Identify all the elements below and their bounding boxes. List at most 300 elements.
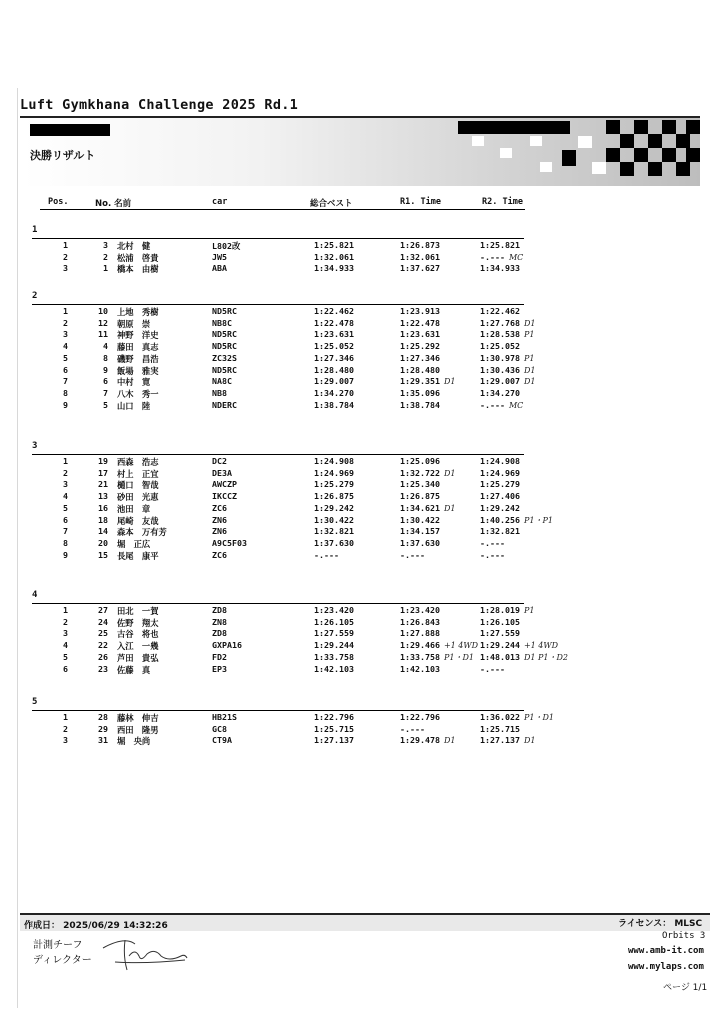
driver-name-cell bbox=[117, 365, 159, 377]
r1-time-cell bbox=[400, 538, 440, 548]
car-model-cell bbox=[212, 617, 227, 627]
position-cell-text: 5 bbox=[63, 352, 68, 363]
r2-time-cell bbox=[480, 318, 535, 328]
event-title: Luft Gymkhana Challenge 2025 Rd.1 bbox=[20, 97, 299, 113]
best-time-cell-text: 1:25.821 bbox=[314, 240, 354, 250]
position-cell bbox=[52, 341, 68, 351]
driver-name-cell-text: 神野 洋史 bbox=[117, 330, 159, 341]
position-cell bbox=[52, 306, 68, 316]
car-number-cell-text: 15 bbox=[98, 549, 108, 560]
driver-name-cell-text: 芦田 貴弘 bbox=[117, 652, 159, 663]
car-model-cell bbox=[212, 735, 232, 745]
r2-time-cell bbox=[480, 724, 520, 734]
r1-time-cell-text: 1:34.621 bbox=[400, 502, 440, 513]
driver-name-cell bbox=[117, 388, 159, 400]
car-model-cell-text: ND5RC bbox=[212, 364, 237, 375]
result-row bbox=[0, 640, 724, 652]
penalty-note: D1 bbox=[523, 377, 536, 387]
driver-name-cell-text: 松浦 啓貴 bbox=[117, 252, 159, 263]
result-row bbox=[0, 306, 724, 318]
r1-time-cell bbox=[400, 735, 455, 745]
car-model-cell-text: ND5RC bbox=[212, 329, 237, 340]
car-number-cell bbox=[88, 628, 108, 638]
driver-name-cell bbox=[117, 538, 150, 550]
best-time-cell bbox=[314, 617, 354, 627]
result-row bbox=[0, 318, 724, 330]
car-model-cell bbox=[212, 664, 227, 674]
position-cell-text: 6 bbox=[63, 514, 68, 525]
r1-time-cell bbox=[400, 318, 440, 328]
r2-time-cell bbox=[480, 538, 505, 548]
r2-time-cell-text: 1:32.821 bbox=[480, 526, 520, 537]
car-number-cell bbox=[88, 617, 108, 627]
best-time-cell-text: 1:34.270 bbox=[314, 387, 354, 398]
position-cell bbox=[52, 515, 68, 525]
position-cell bbox=[52, 456, 68, 466]
r1-time-cell-text: 1:32.722 bbox=[400, 467, 440, 478]
class-rule bbox=[32, 603, 524, 604]
best-time-cell bbox=[314, 240, 354, 250]
position-cell-text: 9 bbox=[63, 549, 68, 560]
driver-name-cell-text: 堀 正広 bbox=[117, 538, 151, 549]
car-model-cell-text: ND5RC bbox=[212, 341, 237, 352]
position-cell bbox=[52, 640, 68, 650]
driver-name-cell bbox=[117, 479, 159, 491]
car-model-cell-text: ZN6 bbox=[212, 514, 227, 525]
best-time-cell-text: 1:24.908 bbox=[314, 456, 354, 466]
car-model-cell bbox=[212, 365, 237, 375]
best-time-cell bbox=[314, 526, 354, 536]
license-label: ライセンス： MLSC bbox=[618, 919, 703, 929]
best-time-cell-text: 1:32.821 bbox=[314, 526, 354, 537]
r2-time-cell-text: 1:34.270 bbox=[480, 387, 520, 398]
position-cell-text: 5 bbox=[63, 502, 68, 513]
r2-time-cell-text: 1:24.969 bbox=[480, 467, 520, 478]
r2-time-cell-text: -.--- bbox=[480, 399, 505, 410]
r1-time-cell bbox=[400, 376, 455, 386]
position-cell bbox=[52, 628, 68, 638]
car-number-cell-text: 22 bbox=[98, 640, 108, 651]
car-number-cell-text: 19 bbox=[98, 456, 108, 466]
best-time-cell-text: 1:30.422 bbox=[314, 514, 354, 525]
car-number-cell-text: 1 bbox=[103, 263, 108, 274]
car-model-cell-text: DE3A bbox=[212, 467, 232, 478]
r1-time-cell bbox=[400, 640, 478, 650]
position-cell bbox=[52, 664, 68, 674]
best-time-cell-text: 1:22.462 bbox=[314, 306, 354, 316]
r2-time-cell bbox=[480, 605, 534, 615]
best-time-cell-text: 1:34.933 bbox=[314, 263, 354, 274]
car-number-cell bbox=[88, 329, 108, 339]
result-row bbox=[0, 664, 724, 676]
car-number-cell bbox=[88, 376, 108, 386]
r2-time-cell bbox=[480, 341, 520, 351]
best-time-cell-text: 1:32.061 bbox=[314, 251, 354, 262]
r2-time-cell-text: 1:34.933 bbox=[480, 263, 520, 274]
best-time-cell bbox=[314, 400, 354, 410]
position-cell-text: 3 bbox=[63, 263, 68, 274]
r1-time-cell bbox=[400, 724, 425, 734]
header-rule bbox=[40, 209, 525, 210]
driver-name-cell bbox=[117, 400, 150, 412]
vendor-url-2: www.mylaps.com bbox=[628, 962, 704, 972]
position-cell-text: 3 bbox=[63, 628, 68, 639]
car-number-cell-text: 6 bbox=[103, 376, 108, 387]
r1-time-cell bbox=[400, 515, 440, 525]
driver-name-cell-text: 村上 正宜 bbox=[117, 468, 159, 479]
r2-time-cell bbox=[480, 365, 535, 375]
position-cell bbox=[52, 400, 68, 410]
best-time-cell bbox=[314, 318, 354, 328]
car-number-cell bbox=[88, 503, 108, 513]
car-model-cell bbox=[212, 329, 237, 339]
class-label: 1 bbox=[32, 225, 38, 235]
r2-time-cell bbox=[480, 617, 520, 627]
best-time-cell-text: 1:26.875 bbox=[314, 491, 354, 502]
result-row bbox=[0, 628, 724, 640]
position-cell bbox=[52, 365, 68, 375]
driver-name-cell-text: 朝原 崇 bbox=[117, 318, 151, 329]
driver-name-cell bbox=[117, 376, 150, 388]
position-cell bbox=[52, 503, 68, 513]
r1-time-cell-text: 1:28.480 bbox=[400, 364, 440, 375]
created-date: 作成日： 2025/06/29 14:32:26 bbox=[24, 921, 168, 931]
header-r2: R2. Time bbox=[482, 197, 523, 207]
r1-time-cell bbox=[400, 468, 455, 478]
car-model-cell bbox=[212, 605, 227, 615]
car-number-cell-text: 31 bbox=[98, 735, 108, 746]
r2-time-cell-text: 1:29.007 bbox=[480, 376, 520, 387]
r2-time-cell-text: 1:24.908 bbox=[480, 456, 520, 466]
position-cell bbox=[52, 318, 68, 328]
best-time-cell bbox=[314, 538, 354, 548]
r1-time-cell-text: 1:26.875 bbox=[400, 491, 440, 502]
car-model-cell bbox=[212, 341, 237, 351]
r1-time-cell bbox=[400, 456, 440, 466]
best-time-cell bbox=[314, 664, 354, 674]
driver-name-cell bbox=[117, 341, 159, 353]
position-cell-text: 2 bbox=[63, 317, 68, 328]
result-row bbox=[0, 329, 724, 341]
driver-name-cell bbox=[117, 329, 159, 341]
car-number-cell bbox=[88, 605, 108, 615]
best-time-cell-text: 1:25.715 bbox=[314, 723, 354, 734]
position-cell-text: 3 bbox=[63, 479, 68, 490]
best-time-cell bbox=[314, 479, 354, 489]
car-model-cell bbox=[212, 652, 227, 662]
penalty-note: P1・P1 bbox=[523, 515, 553, 525]
r2-time-cell bbox=[480, 735, 535, 745]
car-model-cell bbox=[212, 263, 227, 273]
position-cell bbox=[52, 479, 68, 489]
position-cell-text: 2 bbox=[63, 467, 68, 478]
chief-label: 計測チーフ bbox=[33, 940, 83, 951]
best-time-cell-text: 1:27.346 bbox=[314, 352, 354, 363]
position-cell-text: 6 bbox=[63, 364, 68, 375]
r2-time-cell bbox=[480, 240, 520, 250]
best-time-cell bbox=[314, 503, 354, 513]
penalty-note: D1 bbox=[523, 365, 536, 375]
best-time-cell bbox=[314, 605, 354, 615]
r2-time-cell bbox=[480, 353, 534, 363]
driver-name-cell-text: 森本 万有芳 bbox=[117, 527, 167, 538]
best-time-cell bbox=[314, 341, 354, 351]
vendor-url-1: www.amb-it.com bbox=[628, 946, 704, 956]
result-row bbox=[0, 526, 724, 538]
car-number-cell-text: 24 bbox=[98, 616, 108, 627]
best-time-cell bbox=[314, 329, 354, 339]
position-cell bbox=[52, 724, 68, 734]
best-time-cell bbox=[314, 550, 339, 560]
r2-time-cell bbox=[480, 491, 520, 501]
redaction-bar-left bbox=[30, 124, 110, 136]
driver-name-cell bbox=[117, 652, 159, 664]
best-time-cell-text: 1:37.630 bbox=[314, 537, 354, 548]
car-model-cell-text: ND5RC bbox=[212, 306, 237, 316]
car-model-cell bbox=[212, 240, 240, 252]
r1-time-cell bbox=[400, 353, 440, 363]
car-model-cell-text: NB8 bbox=[212, 387, 227, 398]
position-cell-text: 4 bbox=[63, 640, 68, 651]
r2-time-cell bbox=[480, 400, 523, 410]
r1-time-cell bbox=[400, 605, 440, 615]
car-number-cell-text: 25 bbox=[98, 628, 108, 639]
driver-name-cell-text: 佐野 翔太 bbox=[117, 617, 159, 628]
car-model-cell-text: FD2 bbox=[212, 651, 227, 662]
r1-time-cell bbox=[400, 664, 440, 674]
penalty-note: P1・D1 bbox=[443, 652, 474, 662]
car-model-cell-text: DC2 bbox=[212, 456, 227, 466]
result-row bbox=[0, 252, 724, 264]
best-time-cell bbox=[314, 735, 354, 745]
header-car: car bbox=[212, 197, 228, 207]
driver-name-cell bbox=[117, 468, 159, 480]
car-number-cell bbox=[88, 664, 108, 674]
r2-time-cell-text: 1:40.256 bbox=[480, 514, 520, 525]
best-time-cell-text: 1:25.279 bbox=[314, 479, 354, 490]
r2-time-cell-text: 1:29.242 bbox=[480, 502, 520, 513]
r1-time-cell bbox=[400, 652, 474, 663]
best-time-cell bbox=[314, 515, 354, 525]
car-number-cell-text: 2 bbox=[103, 251, 108, 262]
car-model-cell bbox=[212, 376, 232, 386]
position-cell bbox=[52, 388, 68, 398]
car-model-cell bbox=[212, 353, 237, 363]
r2-time-cell bbox=[480, 479, 520, 489]
position-cell bbox=[52, 376, 68, 386]
driver-name-cell bbox=[117, 515, 159, 527]
driver-name-cell-text: 田北 一賀 bbox=[117, 606, 159, 616]
car-number-cell-text: 17 bbox=[98, 467, 108, 478]
position-cell-text: 4 bbox=[63, 341, 68, 352]
r1-time-cell-text: 1:30.422 bbox=[400, 514, 440, 525]
r2-time-cell-text: -.--- bbox=[480, 251, 505, 262]
penalty-note: +1 4WD bbox=[443, 641, 479, 651]
r2-time-cell-text: 1:48.013 bbox=[480, 651, 520, 662]
driver-name-cell-text: 藤田 真志 bbox=[117, 342, 159, 353]
best-time-cell-text: 1:23.420 bbox=[314, 605, 354, 615]
driver-name-cell-text: 樋口 智哉 bbox=[117, 480, 159, 491]
car-number-cell-text: 26 bbox=[98, 651, 108, 662]
class-label: 5 bbox=[32, 697, 38, 707]
car-model-cell bbox=[212, 712, 237, 722]
result-row bbox=[0, 388, 724, 400]
best-time-cell-text: 1:42.103 bbox=[314, 663, 354, 674]
r1-time-cell-text: -.--- bbox=[400, 723, 425, 734]
position-cell bbox=[52, 252, 68, 262]
driver-name-cell-text: 古谷 将也 bbox=[117, 629, 159, 640]
driver-name-cell-text: 池田 章 bbox=[117, 503, 151, 514]
r2-time-cell-text: 1:29.244 bbox=[480, 640, 520, 651]
penalty-note: D1 bbox=[443, 468, 456, 478]
class-label: 3 bbox=[32, 441, 38, 451]
best-time-cell bbox=[314, 263, 354, 273]
r1-time-cell bbox=[400, 491, 440, 501]
result-row bbox=[0, 400, 724, 412]
r2-time-cell bbox=[480, 263, 520, 273]
driver-name-cell-text: 西森 浩志 bbox=[117, 457, 159, 467]
r1-time-cell-text: 1:23.631 bbox=[400, 329, 440, 340]
r1-time-cell-text: 1:27.346 bbox=[400, 352, 440, 363]
car-number-cell bbox=[88, 735, 108, 745]
driver-name-cell bbox=[117, 456, 159, 468]
position-cell-text: 3 bbox=[63, 329, 68, 340]
car-number-cell-text: 21 bbox=[98, 479, 108, 490]
car-number-cell bbox=[88, 724, 108, 734]
best-time-cell-text: 1:22.796 bbox=[314, 712, 354, 722]
driver-name-cell bbox=[117, 664, 150, 676]
r2-time-cell bbox=[480, 515, 553, 526]
best-time-cell-text: 1:25.052 bbox=[314, 341, 354, 352]
best-time-cell-text: 1:23.631 bbox=[314, 329, 354, 340]
driver-name-cell-text: 北村 健 bbox=[117, 241, 151, 251]
driver-name-cell bbox=[117, 240, 150, 252]
car-number-cell bbox=[88, 652, 108, 662]
best-time-cell bbox=[314, 365, 354, 375]
driver-name-cell bbox=[117, 628, 159, 640]
r2-time-cell-text: 1:22.462 bbox=[480, 306, 520, 316]
car-number-cell bbox=[88, 240, 108, 250]
position-cell-text: 7 bbox=[63, 376, 68, 387]
car-number-cell bbox=[88, 318, 108, 328]
driver-name-cell-text: 磯野 昌浩 bbox=[117, 353, 159, 364]
best-time-cell bbox=[314, 640, 354, 650]
car-number-cell bbox=[88, 479, 108, 489]
class-rule bbox=[32, 454, 524, 455]
car-number-cell-text: 13 bbox=[98, 491, 108, 502]
car-model-cell-text: NDERC bbox=[212, 399, 237, 410]
driver-name-cell bbox=[117, 252, 159, 264]
r1-time-cell-text: 1:27.888 bbox=[400, 628, 440, 639]
driver-name-cell bbox=[117, 617, 159, 629]
position-cell-text: 9 bbox=[63, 399, 68, 410]
driver-name-cell bbox=[117, 640, 159, 652]
car-number-cell bbox=[88, 341, 108, 351]
r2-time-cell-text: -.--- bbox=[480, 537, 505, 548]
r2-time-cell-text: 1:27.768 bbox=[480, 317, 520, 328]
position-cell-text: 1 bbox=[63, 240, 68, 250]
driver-name-cell-text: 西田 隆男 bbox=[117, 724, 159, 735]
best-time-cell-text: 1:28.480 bbox=[314, 364, 354, 375]
r2-time-cell bbox=[480, 526, 520, 536]
result-row bbox=[0, 515, 724, 527]
car-model-cell-text: ABA bbox=[212, 263, 227, 274]
position-cell bbox=[52, 526, 68, 536]
r2-time-cell-text: 1:30.436 bbox=[480, 364, 520, 375]
car-model-cell bbox=[212, 318, 232, 328]
penalty-note: P1 bbox=[523, 330, 535, 340]
class-rule bbox=[32, 304, 524, 305]
best-time-cell-text: 1:27.559 bbox=[314, 628, 354, 639]
car-number-cell bbox=[88, 550, 108, 560]
r1-time-cell-text: 1:26.843 bbox=[400, 616, 440, 627]
r2-time-cell-text: 1:25.715 bbox=[480, 723, 520, 734]
car-number-cell bbox=[88, 456, 108, 466]
position-cell bbox=[52, 550, 68, 560]
result-row bbox=[0, 550, 724, 562]
best-time-cell bbox=[314, 628, 354, 638]
position-cell bbox=[52, 353, 68, 363]
r2-time-cell-text: -.--- bbox=[480, 549, 505, 560]
driver-name-cell-text: 砂田 光恵 bbox=[117, 492, 159, 503]
result-row bbox=[0, 491, 724, 503]
result-row bbox=[0, 724, 724, 736]
driver-name-cell-text: 長尾 康平 bbox=[117, 550, 159, 561]
car-model-cell-text: ZD8 bbox=[212, 628, 227, 639]
best-time-cell-text: 1:29.244 bbox=[314, 640, 354, 651]
position-cell-text: 1 bbox=[63, 712, 68, 722]
driver-name-cell-text: 尾崎 友哉 bbox=[117, 515, 159, 526]
car-model-cell bbox=[212, 628, 227, 638]
car-model-cell bbox=[212, 538, 247, 548]
car-number-cell-text: 14 bbox=[98, 526, 108, 537]
r2-time-cell-text: 1:27.137 bbox=[480, 735, 520, 746]
r2-time-cell-text: 1:25.279 bbox=[480, 479, 520, 490]
r1-time-cell bbox=[400, 550, 425, 560]
r1-time-cell bbox=[400, 252, 440, 262]
result-row bbox=[0, 712, 724, 724]
driver-name-cell bbox=[117, 491, 159, 503]
best-time-cell bbox=[314, 306, 354, 316]
result-row bbox=[0, 456, 724, 468]
car-number-cell bbox=[88, 712, 108, 722]
r1-time-cell bbox=[400, 503, 455, 513]
car-number-cell-text: 20 bbox=[98, 537, 108, 548]
position-cell-text: 2 bbox=[63, 723, 68, 734]
driver-name-cell-text: 橋本 由樹 bbox=[117, 264, 159, 275]
r2-time-cell bbox=[480, 503, 520, 513]
driver-name-cell-text: 堀 央尚 bbox=[117, 736, 151, 747]
results-subtitle: 決勝リザルト bbox=[30, 149, 96, 162]
car-model-cell bbox=[212, 491, 237, 501]
position-cell bbox=[52, 712, 68, 722]
r1-time-cell-text: 1:32.061 bbox=[400, 251, 440, 262]
best-time-cell-text: 1:29.242 bbox=[314, 502, 354, 513]
car-number-cell bbox=[88, 388, 108, 398]
r1-time-cell bbox=[400, 240, 440, 250]
driver-name-cell bbox=[117, 735, 150, 747]
position-cell bbox=[52, 617, 68, 627]
r1-time-cell-text: 1:37.630 bbox=[400, 537, 440, 548]
car-model-cell bbox=[212, 388, 227, 398]
position-cell bbox=[52, 538, 68, 548]
r2-time-cell-text: 1:25.821 bbox=[480, 240, 520, 250]
r2-time-cell bbox=[480, 640, 558, 650]
position-cell bbox=[52, 652, 68, 662]
car-model-cell-text: GC8 bbox=[212, 723, 227, 734]
penalty-note: D1 P1・D2 bbox=[523, 652, 568, 662]
r2-time-cell-text: 1:26.105 bbox=[480, 616, 520, 627]
